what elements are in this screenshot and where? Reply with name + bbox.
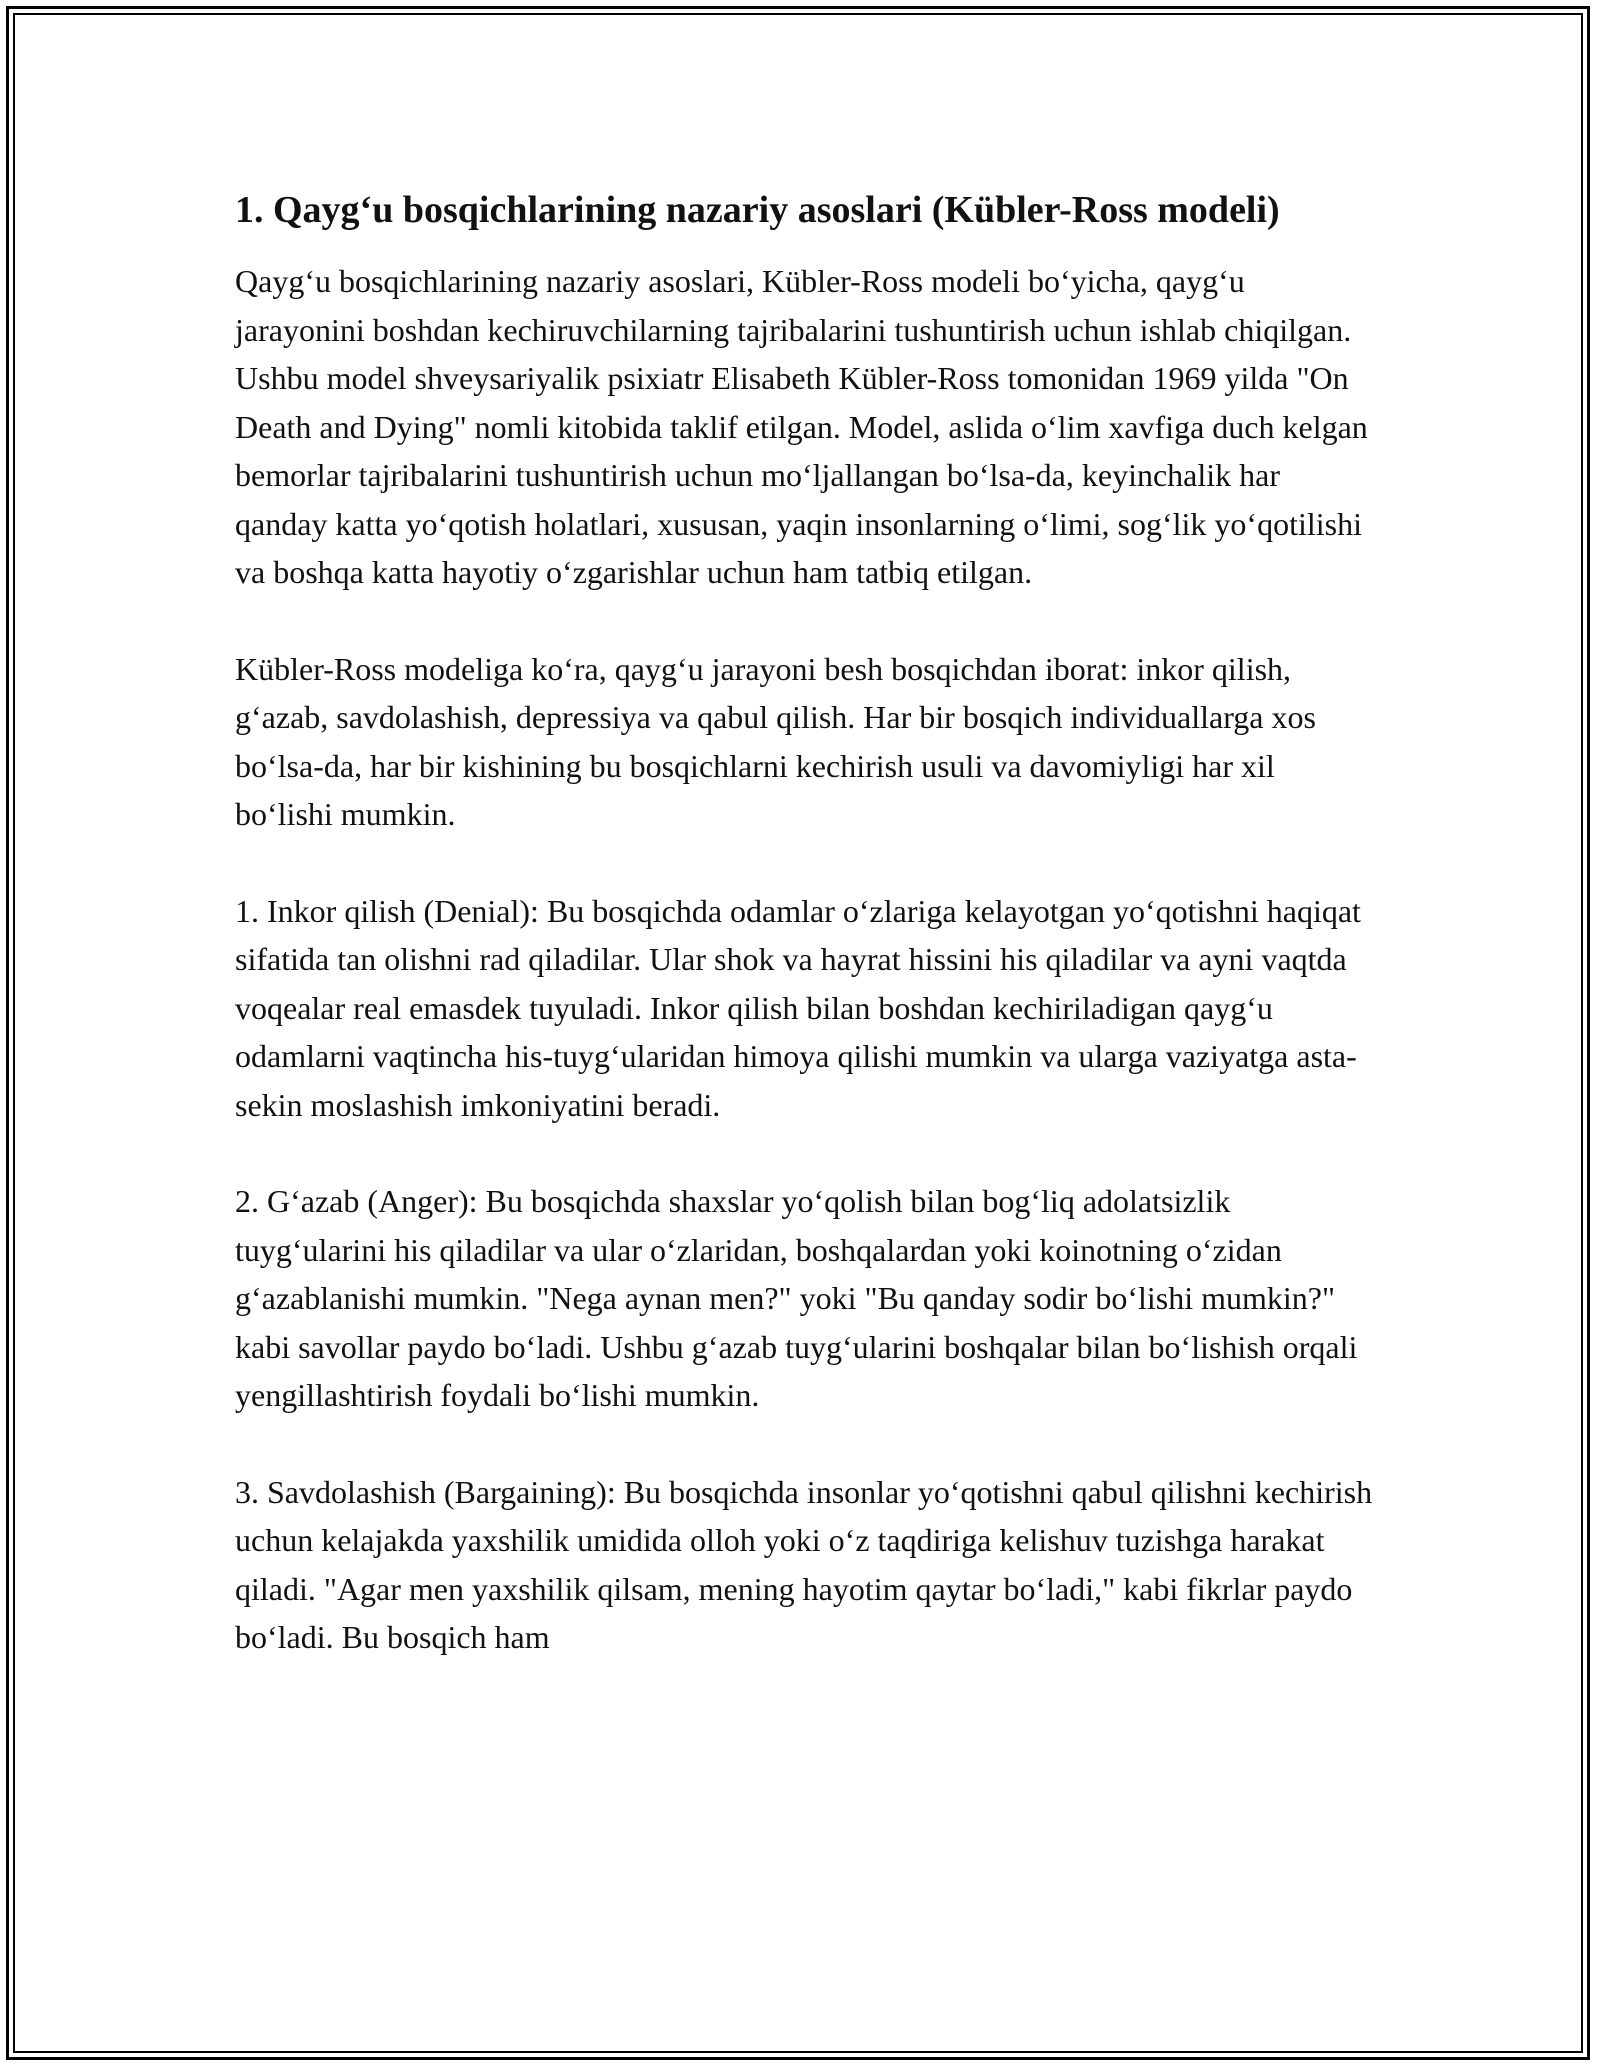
document-body: [235, 185, 1375, 1710]
section-heading: 1. Qayg‘u bosqichlarining nazariy asoslari (Kübler-Ross modeli): [235, 189, 1280, 231]
paragraph-intro: Qayg‘u bosqichlarining nazariy asoslari, Kübler-Ross modeli bo‘yicha, qayg‘u jarayonini boshdan kechiruvchilarning tajribalarini tushuntirish uchun ishlab chiqilgan. Ushbu model shveysariyalik psixiatr Elisabeth Kübler-Ross tomonidan 1969 yilda "On Death and Dying" nomli kitobida taklif etilgan. Model, aslida o‘lim xavfiga duch kelgan bemorlar tajribalarini tushuntirish uchun mo‘ljallangan bo‘lsa-da, keyinchalik har qanday katta yo‘qotish holatlari, xususan, yaqin insonlarning o‘limi, sog‘lik yo‘qotilishi va boshqa katta hayotiy o‘zgarishlar uchun ham tatbiq etilgan.: [235, 263, 1368, 590]
paragraph-stages-overview: Kübler-Ross modeliga ko‘ra, qayg‘u jarayoni besh bosqichdan iborat: inkor qilish, g‘azab, savdolashish, depressiya va qabul qilish. Har bir bosqich individuallarga xos bo‘lsa-da, har bir kishining bu bosqichlarni kechirish usuli va davomiyligi har xil bo‘lishi mumkin.: [235, 650, 1316, 832]
paragraph-denial: 1. Inkor qilish (Denial): Bu bosqichda odamlar o‘zlariga kelayotgan yo‘qotishni haqiqat sifatida tan olishni rad qiladilar. Ular shok va hayrat hissini his qiladilar va ayni vaqtda voqealar real emasdek tuyuladi. Inkor qilish bilan boshdan kechiriladigan qayg‘u odamlarni vaqtincha his-tuyg‘ularidan himoya qilishi mumkin va ularga vaziyatga asta-sekin moslashish imkoniyatini beradi.: [235, 892, 1361, 1123]
paragraph-anger: 2. G‘azab (Anger): Bu bosqichda shaxslar yo‘qolish bilan bog‘liq adolatsizlik tuyg‘ularini his qiladilar va ular o‘zlaridan, boshqalardan yoki koinotning o‘zidan g‘azablanishi mumkin. "Nega aynan men?" yoki "Bu qanday sodir bo‘lishi mumkin?" kabi savollar paydo bo‘ladi. Ushbu g‘azab tuyg‘ularini boshqalar bilan bo‘lishish orqali yengillashtirish foydali bo‘lishi mumkin.: [235, 1183, 1358, 1413]
paragraph-bargaining: 3. Savdolashish (Bargaining): Bu bosqichda insonlar yo‘qotishni qabul qilishni kechirish uchun kelajakda yaxshilik umidida olloh yoki o‘z taqdiriga kelishuv tuzishga harakat qiladi. "Agar men yaxshilik qilsam, mening hayotim qaytar bo‘ladi," kabi fikrlar paydo bo‘ladi. Bu bosqich ham: [235, 1473, 1373, 1655]
